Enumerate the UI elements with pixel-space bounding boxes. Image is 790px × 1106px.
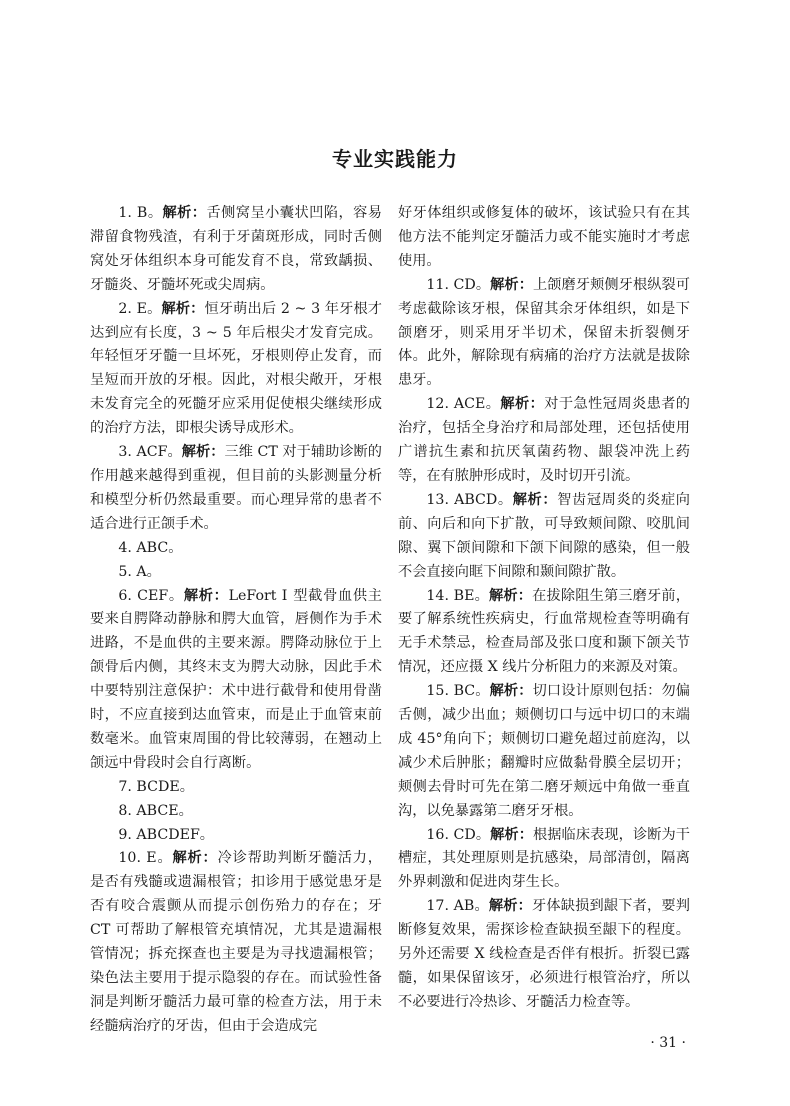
analysis-label: 解析： [172,850,218,867]
answer-number: 7. BCDE。 [118,778,194,795]
analysis-text: 冷诊帮助判断牙髓活力，是否有残髓或遗漏根管；扣诊用于感觉患牙是否有咬合震颤从而提示创伤殆力的存在；牙 CT 可帮助了解根管充填情况，尤其是遗漏根管情况；拆充探查也主要是为寻找遗漏根管；染色法主要用于提示隐裂的存在。而试验性备洞是判断牙髓活力最可靠的检查方法，用于未经髓病治疗的牙齿，但由于会造成完 [90,850,382,1034]
analysis-label: 解析： [490,276,533,293]
answer-number: 8. ABCE。 [118,802,193,819]
answer-number: 4. ABC。 [118,539,183,556]
answer-item [90,298,382,441]
answer-item [90,824,382,848]
answer-number: 12. ACE。 [426,396,501,413]
analysis-label: 解析： [161,300,205,317]
answer-item [398,489,690,585]
left-column [90,202,382,1039]
answer-item [90,776,382,800]
page-number: · 31 · [650,1035,686,1051]
answer-item [398,585,690,681]
analysis-text: 牙体缺损到龈下者，要判断修复效果，需探诊检查缺损至龈下的程度。另外还需要 X 线检查是否伴有根折。折裂已露髓，如果保留该牙，必须进行根管治疗，所以不必要进行冷热诊、牙髓活力检查等。 [398,898,690,1010]
right-column [398,202,690,1015]
answer-item [398,824,690,896]
answer-item [90,441,382,537]
answer-item [90,847,382,1038]
analysis-label: 解析： [500,396,545,413]
answer-number: 1. B。 [118,205,163,221]
answer-item [90,585,382,776]
answer-number: 2. E。 [118,300,162,317]
analysis-text: 恒牙萌出后 2 ~ 3 年牙根才达到应有长度，3 ~ 5 年后根尖才发育完成。年轻恒牙牙髓一旦坏死，牙根则停止发育，而呈短而开放的牙根。因此，对根尖敞开，牙根未发育完全的死髓牙应采用促使根尖继续形成的治疗方法，即根尖诱导成形术。 [90,300,382,437]
answer-number: 17. AB。 [426,898,489,915]
analysis-text: 智齿冠周炎的炎症向前、向后和向下扩散，可导致颊间隙、咬肌间隙、翼下颌间隙和下颌下间隙的感染，但一般不会直接向眶下间隙和颞间隙扩散。 [398,491,690,580]
analysis-text: 在拔除阻生第三磨牙前，要了解系统性疾病史，行血常规检查等明确有无手术禁忌，检查局部及张口度和颞下颌关节情况，还应摄 X 线片分析阻力的来源及对策。 [398,587,690,676]
analysis-text: LeFort Ⅰ 型截骨血供主要来自腭降动静脉和腭大血管，唇侧作为手术进路，不是血供的主要来源。腭降动脉位于上颌骨后内侧，其终末支为腭大动脉，因此手术中要特别注意保护：术中进行截骨和使用骨凿时，不应直接到达血管束，而是止于血管束前数毫米。血管束周围的骨比较薄弱，在翘动上颌远中骨段时会自行离断。 [90,587,382,771]
answer-number: 15. BC。 [426,683,490,700]
answer-number: 11. CD。 [426,276,491,293]
answer-number: 10. E。 [118,850,173,867]
answer-number: 6. CEF。 [118,587,184,604]
analysis-text: 舌侧窝呈小囊状凹陷，容易滞留食物残渣，有利于牙菌斑形成，同时舌侧窝处牙体组织本身可能发育不良，常致龋损、牙髓炎、牙髓坏死或尖周病。 [90,205,382,293]
analysis-label: 解析： [162,205,207,221]
answer-item [398,895,690,1015]
analysis-label: 解析： [489,683,533,700]
answer-continuation: 好牙体组织或修复体的破坏，该试验只有在其他方法不能判定牙髓活力或不能实施时才考虑使用。 [398,205,690,269]
answer-number: 9. ABCDEF。 [118,826,214,843]
answer-item [398,274,690,394]
answer-item [90,800,382,824]
answer-number: 14. BE。 [426,587,489,604]
answer-number: 3. ACF。 [118,444,182,461]
analysis-label: 解析： [488,587,533,604]
answer-number: 16. CD。 [426,826,491,843]
analysis-text: 三维 CT 对于辅助诊断的作用越来越得到重视，但目前的头影测量分析和模型分析仍然最重要。而心理异常的患者不适合进行正颌手术。 [90,444,382,532]
answer-number: 5. A。 [118,563,161,580]
answer-number: 13. ABCD。 [426,491,513,508]
analysis-label: 解析： [512,491,558,508]
analysis-label: 解析： [183,587,229,604]
analysis-text: 切口设计原则包括：勿偏舌侧，减少出血；颊侧切口与远中切口的末端成 45°角向下；颊侧切口避免超过前庭沟，以减少术后肿胀；翻瓣时应做黏骨膜全层切开；颊侧去骨时可先在第二磨牙颊远中角做一垂直沟，以免暴露第二磨牙牙根。 [398,683,690,819]
answer-item [398,393,690,489]
analysis-text: 上颌磨牙颊侧牙根纵裂可考虑截除该牙根，保留其余牙体组织，如是下颌磨牙，则采用牙半切术，保留未折裂侧牙体。此外，解除现有病痛的治疗方法就是拔除患牙。 [398,276,690,389]
answer-item [90,202,382,298]
answer-item [90,561,382,585]
analysis-label: 解析： [181,444,225,461]
answer-item [398,680,690,823]
analysis-label: 解析： [490,826,533,843]
analysis-text: 根据临床表现，诊断为干槽症，其处理原则是抗感染，局部清创，隔离外界刺激和促进肉芽生长。 [398,826,690,891]
analysis-text: 对于急性冠周炎患者的治疗，包括全身治疗和局部处理，还包括使用广谱抗生素和抗厌氧菌药物、龈袋冲洗上药等，在有脓肿形成时，及时切开引流。 [398,396,690,484]
analysis-label: 解析： [488,898,533,915]
page-title: 专业实践能力 [332,147,458,171]
answer-item [90,537,382,561]
